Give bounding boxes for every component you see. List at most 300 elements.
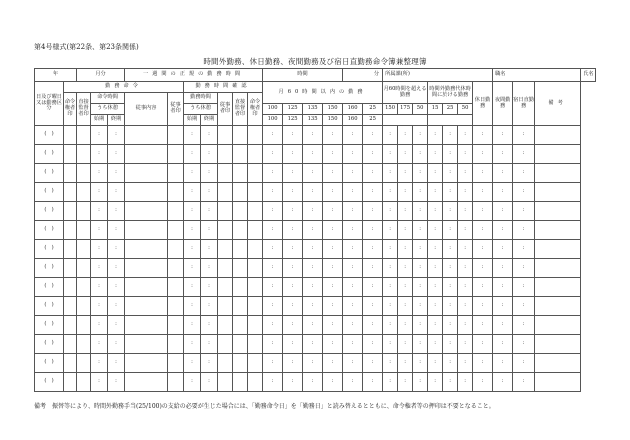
within-60-cell[interactable]: : — [343, 316, 363, 335]
over-60-cell[interactable]: : — [398, 221, 413, 240]
over-60-cell[interactable]: : — [413, 259, 428, 278]
over-60-cell[interactable]: : — [383, 354, 398, 373]
commander-seal-2-cell[interactable] — [248, 316, 263, 335]
substitute-cell[interactable]: : — [443, 354, 458, 373]
date-cell[interactable]: ( ) — [35, 221, 64, 240]
within-60-cell[interactable]: : — [283, 164, 303, 183]
substitute-cell[interactable]: : — [443, 240, 458, 259]
worker-seal-cell[interactable] — [168, 145, 184, 164]
commander-seal-cell[interactable] — [64, 278, 77, 297]
night-work-cell[interactable]: : — [493, 316, 513, 335]
within-60-cell[interactable]: : — [263, 202, 283, 221]
within-60-cell[interactable]: : — [343, 164, 363, 183]
within-60-cell[interactable]: : — [363, 354, 383, 373]
commander-seal-2-cell[interactable] — [248, 259, 263, 278]
over-60-cell[interactable]: : — [383, 373, 398, 392]
substitute-cell[interactable]: : — [458, 316, 473, 335]
within-60-cell[interactable]: : — [263, 126, 283, 145]
substitute-cell[interactable]: : — [443, 297, 458, 316]
over-60-cell[interactable]: : — [398, 145, 413, 164]
order-end-cell[interactable]: : — [108, 373, 125, 392]
over-60-cell[interactable]: : — [413, 278, 428, 297]
worker-seal-cell[interactable] — [168, 221, 184, 240]
work-end-cell[interactable]: : — [201, 183, 218, 202]
within-60-cell[interactable]: : — [303, 164, 323, 183]
commander-seal-cell[interactable] — [64, 354, 77, 373]
commander-seal-cell[interactable] — [64, 221, 77, 240]
work-end-cell[interactable]: : — [201, 240, 218, 259]
within-60-cell[interactable]: : — [323, 373, 343, 392]
within-60-cell[interactable]: : — [283, 373, 303, 392]
work-end-cell[interactable]: : — [201, 259, 218, 278]
order-end-cell[interactable]: : — [108, 297, 125, 316]
over-60-cell[interactable]: : — [383, 278, 398, 297]
duty-work-cell[interactable]: : — [513, 259, 535, 278]
substitute-cell[interactable]: : — [443, 183, 458, 202]
worker-seal-2-cell[interactable] — [218, 202, 233, 221]
holiday-work-cell[interactable]: : — [473, 373, 493, 392]
supervisor-seal-cell[interactable] — [77, 221, 91, 240]
remarks-cell[interactable] — [535, 278, 581, 297]
date-cell[interactable]: ( ) — [35, 145, 64, 164]
date-cell[interactable]: ( ) — [35, 354, 64, 373]
order-start-cell[interactable]: : — [91, 183, 108, 202]
order-end-cell[interactable]: : — [108, 164, 125, 183]
duty-work-cell[interactable]: : — [513, 335, 535, 354]
holiday-work-cell[interactable]: : — [473, 335, 493, 354]
within-60-cell[interactable]: : — [363, 297, 383, 316]
worker-seal-cell[interactable] — [168, 278, 184, 297]
commander-seal-cell[interactable] — [64, 145, 77, 164]
work-end-cell[interactable]: : — [201, 202, 218, 221]
night-work-cell[interactable]: : — [493, 297, 513, 316]
holiday-work-cell[interactable]: : — [473, 183, 493, 202]
work-end-cell[interactable]: : — [201, 278, 218, 297]
commander-seal-2-cell[interactable] — [248, 297, 263, 316]
date-cell[interactable]: ( ) — [35, 316, 64, 335]
within-60-cell[interactable]: : — [263, 297, 283, 316]
supervisor-seal-cell[interactable] — [77, 297, 91, 316]
substitute-cell[interactable]: : — [458, 373, 473, 392]
night-work-cell[interactable]: : — [493, 240, 513, 259]
within-60-cell[interactable]: : — [323, 297, 343, 316]
substitute-cell[interactable]: : — [443, 145, 458, 164]
work-content-cell[interactable] — [125, 164, 168, 183]
commander-seal-cell[interactable] — [64, 373, 77, 392]
worker-seal-2-cell[interactable] — [218, 316, 233, 335]
supervisor-seal-cell[interactable] — [77, 202, 91, 221]
within-60-cell[interactable]: : — [323, 202, 343, 221]
over-60-cell[interactable]: : — [413, 335, 428, 354]
work-start-cell[interactable]: : — [184, 221, 201, 240]
commander-seal-cell[interactable] — [64, 183, 77, 202]
commander-seal-2-cell[interactable] — [248, 126, 263, 145]
remarks-cell[interactable] — [535, 164, 581, 183]
night-work-cell[interactable]: : — [493, 373, 513, 392]
supervisor-seal-cell[interactable] — [77, 278, 91, 297]
order-start-cell[interactable]: : — [91, 373, 108, 392]
substitute-cell[interactable]: : — [458, 183, 473, 202]
work-start-cell[interactable]: : — [184, 240, 201, 259]
worker-seal-cell[interactable] — [168, 164, 184, 183]
holiday-work-cell[interactable]: : — [473, 354, 493, 373]
commander-seal-2-cell[interactable] — [248, 373, 263, 392]
commander-seal-cell[interactable] — [64, 126, 77, 145]
substitute-cell[interactable]: : — [458, 126, 473, 145]
holiday-work-cell[interactable]: : — [473, 278, 493, 297]
commander-seal-2-cell[interactable] — [248, 202, 263, 221]
night-work-cell[interactable]: : — [493, 126, 513, 145]
supervisor-seal-cell[interactable] — [77, 354, 91, 373]
over-60-cell[interactable]: : — [413, 145, 428, 164]
over-60-cell[interactable]: : — [413, 354, 428, 373]
worker-seal-cell[interactable] — [168, 240, 184, 259]
night-work-cell[interactable]: : — [493, 354, 513, 373]
holiday-work-cell[interactable]: : — [473, 145, 493, 164]
within-60-cell[interactable]: : — [343, 278, 363, 297]
worker-seal-cell[interactable] — [168, 183, 184, 202]
supervisor-seal-2-cell[interactable] — [233, 278, 248, 297]
substitute-cell[interactable]: : — [458, 278, 473, 297]
commander-seal-cell[interactable] — [64, 297, 77, 316]
over-60-cell[interactable]: : — [398, 278, 413, 297]
over-60-cell[interactable]: : — [413, 202, 428, 221]
within-60-cell[interactable]: : — [303, 145, 323, 164]
work-content-cell[interactable] — [125, 183, 168, 202]
work-end-cell[interactable]: : — [201, 221, 218, 240]
work-end-cell[interactable]: : — [201, 354, 218, 373]
within-60-cell[interactable]: : — [303, 354, 323, 373]
supervisor-seal-cell[interactable] — [77, 373, 91, 392]
within-60-cell[interactable]: : — [363, 164, 383, 183]
substitute-cell[interactable]: : — [428, 183, 443, 202]
within-60-cell[interactable]: : — [283, 240, 303, 259]
within-60-cell[interactable]: : — [263, 335, 283, 354]
substitute-cell[interactable]: : — [443, 335, 458, 354]
work-start-cell[interactable]: : — [184, 202, 201, 221]
supervisor-seal-2-cell[interactable] — [233, 373, 248, 392]
commander-seal-cell[interactable] — [64, 259, 77, 278]
work-end-cell[interactable]: : — [201, 335, 218, 354]
within-60-cell[interactable]: : — [363, 240, 383, 259]
over-60-cell[interactable]: : — [413, 240, 428, 259]
supervisor-seal-cell[interactable] — [77, 335, 91, 354]
worker-seal-2-cell[interactable] — [218, 278, 233, 297]
commander-seal-cell[interactable] — [64, 164, 77, 183]
supervisor-seal-2-cell[interactable] — [233, 202, 248, 221]
over-60-cell[interactable]: : — [413, 164, 428, 183]
supervisor-seal-2-cell[interactable] — [233, 259, 248, 278]
duty-work-cell[interactable]: : — [513, 164, 535, 183]
work-start-cell[interactable]: : — [184, 278, 201, 297]
remarks-cell[interactable] — [535, 183, 581, 202]
worker-seal-2-cell[interactable] — [218, 126, 233, 145]
worker-seal-cell[interactable] — [168, 259, 184, 278]
order-start-cell[interactable]: : — [91, 240, 108, 259]
work-content-cell[interactable] — [125, 278, 168, 297]
within-60-cell[interactable]: : — [343, 240, 363, 259]
remarks-cell[interactable] — [535, 145, 581, 164]
work-start-cell[interactable]: : — [184, 335, 201, 354]
order-end-cell[interactable]: : — [108, 354, 125, 373]
remarks-cell[interactable] — [535, 126, 581, 145]
work-start-cell[interactable]: : — [184, 145, 201, 164]
night-work-cell[interactable]: : — [493, 259, 513, 278]
substitute-cell[interactable]: : — [443, 316, 458, 335]
substitute-cell[interactable]: : — [428, 240, 443, 259]
over-60-cell[interactable]: : — [383, 145, 398, 164]
duty-work-cell[interactable]: : — [513, 145, 535, 164]
holiday-work-cell[interactable]: : — [473, 126, 493, 145]
within-60-cell[interactable]: : — [343, 145, 363, 164]
work-start-cell[interactable]: : — [184, 297, 201, 316]
night-work-cell[interactable]: : — [493, 221, 513, 240]
work-start-cell[interactable]: : — [184, 259, 201, 278]
work-end-cell[interactable]: : — [201, 126, 218, 145]
date-cell[interactable]: ( ) — [35, 164, 64, 183]
commander-seal-2-cell[interactable] — [248, 164, 263, 183]
commander-seal-cell[interactable] — [64, 240, 77, 259]
within-60-cell[interactable]: : — [363, 126, 383, 145]
commander-seal-2-cell[interactable] — [248, 221, 263, 240]
supervisor-seal-2-cell[interactable] — [233, 335, 248, 354]
work-start-cell[interactable]: : — [184, 126, 201, 145]
holiday-work-cell[interactable]: : — [473, 297, 493, 316]
work-start-cell[interactable]: : — [184, 183, 201, 202]
over-60-cell[interactable]: : — [413, 316, 428, 335]
substitute-cell[interactable]: : — [458, 221, 473, 240]
over-60-cell[interactable]: : — [398, 335, 413, 354]
substitute-cell[interactable]: : — [458, 297, 473, 316]
within-60-cell[interactable]: : — [283, 126, 303, 145]
supervisor-seal-cell[interactable] — [77, 316, 91, 335]
commander-seal-2-cell[interactable] — [248, 335, 263, 354]
over-60-cell[interactable]: : — [413, 183, 428, 202]
over-60-cell[interactable]: : — [398, 240, 413, 259]
within-60-cell[interactable]: : — [263, 354, 283, 373]
order-start-cell[interactable]: : — [91, 335, 108, 354]
over-60-cell[interactable]: : — [383, 297, 398, 316]
holiday-work-cell[interactable]: : — [473, 316, 493, 335]
within-60-cell[interactable]: : — [363, 183, 383, 202]
over-60-cell[interactable]: : — [398, 316, 413, 335]
duty-work-cell[interactable]: : — [513, 373, 535, 392]
substitute-cell[interactable]: : — [428, 373, 443, 392]
worker-seal-2-cell[interactable] — [218, 145, 233, 164]
order-start-cell[interactable]: : — [91, 278, 108, 297]
within-60-cell[interactable]: : — [283, 278, 303, 297]
within-60-cell[interactable]: : — [263, 221, 283, 240]
within-60-cell[interactable]: : — [343, 335, 363, 354]
duty-work-cell[interactable]: : — [513, 183, 535, 202]
order-end-cell[interactable]: : — [108, 126, 125, 145]
order-end-cell[interactable]: : — [108, 316, 125, 335]
substitute-cell[interactable]: : — [428, 278, 443, 297]
order-start-cell[interactable]: : — [91, 145, 108, 164]
duty-work-cell[interactable]: : — [513, 354, 535, 373]
work-content-cell[interactable] — [125, 126, 168, 145]
worker-seal-2-cell[interactable] — [218, 164, 233, 183]
worker-seal-2-cell[interactable] — [218, 297, 233, 316]
worker-seal-cell[interactable] — [168, 202, 184, 221]
substitute-cell[interactable]: : — [443, 164, 458, 183]
within-60-cell[interactable]: : — [343, 297, 363, 316]
within-60-cell[interactable]: : — [323, 316, 343, 335]
substitute-cell[interactable]: : — [458, 335, 473, 354]
supervisor-seal-2-cell[interactable] — [233, 164, 248, 183]
within-60-cell[interactable]: : — [263, 183, 283, 202]
within-60-cell[interactable]: : — [363, 145, 383, 164]
commander-seal-2-cell[interactable] — [248, 183, 263, 202]
remarks-cell[interactable] — [535, 240, 581, 259]
order-start-cell[interactable]: : — [91, 202, 108, 221]
commander-seal-2-cell[interactable] — [248, 278, 263, 297]
within-60-cell[interactable]: : — [343, 221, 363, 240]
within-60-cell[interactable]: : — [303, 278, 323, 297]
work-end-cell[interactable]: : — [201, 373, 218, 392]
order-start-cell[interactable]: : — [91, 297, 108, 316]
duty-work-cell[interactable]: : — [513, 278, 535, 297]
date-cell[interactable]: ( ) — [35, 278, 64, 297]
remarks-cell[interactable] — [535, 259, 581, 278]
substitute-cell[interactable]: : — [443, 278, 458, 297]
order-start-cell[interactable]: : — [91, 259, 108, 278]
night-work-cell[interactable]: : — [493, 145, 513, 164]
over-60-cell[interactable]: : — [413, 126, 428, 145]
worker-seal-2-cell[interactable] — [218, 240, 233, 259]
substitute-cell[interactable]: : — [428, 354, 443, 373]
within-60-cell[interactable]: : — [323, 354, 343, 373]
order-end-cell[interactable]: : — [108, 202, 125, 221]
within-60-cell[interactable]: : — [323, 259, 343, 278]
within-60-cell[interactable]: : — [283, 202, 303, 221]
substitute-cell[interactable]: : — [458, 240, 473, 259]
over-60-cell[interactable]: : — [383, 316, 398, 335]
date-cell[interactable]: ( ) — [35, 335, 64, 354]
commander-seal-2-cell[interactable] — [248, 240, 263, 259]
order-start-cell[interactable]: : — [91, 316, 108, 335]
order-start-cell[interactable]: : — [91, 354, 108, 373]
order-end-cell[interactable]: : — [108, 145, 125, 164]
within-60-cell[interactable]: : — [303, 183, 323, 202]
within-60-cell[interactable]: : — [363, 335, 383, 354]
within-60-cell[interactable]: : — [343, 259, 363, 278]
duty-work-cell[interactable]: : — [513, 126, 535, 145]
work-end-cell[interactable]: : — [201, 164, 218, 183]
remarks-cell[interactable] — [535, 335, 581, 354]
over-60-cell[interactable]: : — [413, 221, 428, 240]
order-start-cell[interactable]: : — [91, 221, 108, 240]
night-work-cell[interactable]: : — [493, 202, 513, 221]
worker-seal-2-cell[interactable] — [218, 354, 233, 373]
worker-seal-2-cell[interactable] — [218, 221, 233, 240]
substitute-cell[interactable]: : — [443, 126, 458, 145]
night-work-cell[interactable]: : — [493, 164, 513, 183]
duty-work-cell[interactable]: : — [513, 202, 535, 221]
within-60-cell[interactable]: : — [323, 221, 343, 240]
over-60-cell[interactable]: : — [383, 183, 398, 202]
commander-seal-cell[interactable] — [64, 335, 77, 354]
work-start-cell[interactable]: : — [184, 373, 201, 392]
date-cell[interactable]: ( ) — [35, 126, 64, 145]
remarks-cell[interactable] — [535, 316, 581, 335]
within-60-cell[interactable]: : — [263, 278, 283, 297]
work-content-cell[interactable] — [125, 240, 168, 259]
substitute-cell[interactable]: : — [458, 164, 473, 183]
within-60-cell[interactable]: : — [323, 126, 343, 145]
supervisor-seal-2-cell[interactable] — [233, 183, 248, 202]
over-60-cell[interactable]: : — [413, 297, 428, 316]
work-content-cell[interactable] — [125, 297, 168, 316]
holiday-work-cell[interactable]: : — [473, 202, 493, 221]
supervisor-seal-cell[interactable] — [77, 259, 91, 278]
within-60-cell[interactable]: : — [263, 164, 283, 183]
supervisor-seal-2-cell[interactable] — [233, 126, 248, 145]
within-60-cell[interactable]: : — [283, 297, 303, 316]
over-60-cell[interactable]: : — [398, 202, 413, 221]
within-60-cell[interactable]: : — [303, 202, 323, 221]
over-60-cell[interactable]: : — [398, 164, 413, 183]
night-work-cell[interactable]: : — [493, 183, 513, 202]
work-end-cell[interactable]: : — [201, 297, 218, 316]
within-60-cell[interactable]: : — [263, 145, 283, 164]
within-60-cell[interactable]: : — [283, 354, 303, 373]
over-60-cell[interactable]: : — [398, 354, 413, 373]
substitute-cell[interactable]: : — [428, 316, 443, 335]
within-60-cell[interactable]: : — [343, 183, 363, 202]
supervisor-seal-cell[interactable] — [77, 126, 91, 145]
within-60-cell[interactable]: : — [283, 221, 303, 240]
within-60-cell[interactable]: : — [323, 183, 343, 202]
remarks-cell[interactable] — [535, 297, 581, 316]
substitute-cell[interactable]: : — [443, 373, 458, 392]
remarks-cell[interactable] — [535, 202, 581, 221]
night-work-cell[interactable]: : — [493, 335, 513, 354]
remarks-cell[interactable] — [535, 354, 581, 373]
substitute-cell[interactable]: : — [428, 202, 443, 221]
within-60-cell[interactable]: : — [303, 316, 323, 335]
within-60-cell[interactable]: : — [343, 126, 363, 145]
work-content-cell[interactable] — [125, 202, 168, 221]
worker-seal-2-cell[interactable] — [218, 373, 233, 392]
duty-work-cell[interactable]: : — [513, 221, 535, 240]
over-60-cell[interactable]: : — [383, 202, 398, 221]
within-60-cell[interactable]: : — [303, 335, 323, 354]
supervisor-seal-2-cell[interactable] — [233, 316, 248, 335]
within-60-cell[interactable]: : — [323, 164, 343, 183]
over-60-cell[interactable]: : — [383, 240, 398, 259]
over-60-cell[interactable]: : — [398, 183, 413, 202]
commander-seal-cell[interactable] — [64, 202, 77, 221]
duty-work-cell[interactable]: : — [513, 240, 535, 259]
within-60-cell[interactable]: : — [283, 335, 303, 354]
supervisor-seal-2-cell[interactable] — [233, 221, 248, 240]
within-60-cell[interactable]: : — [343, 354, 363, 373]
work-start-cell[interactable]: : — [184, 316, 201, 335]
within-60-cell[interactable]: : — [263, 373, 283, 392]
within-60-cell[interactable]: : — [363, 259, 383, 278]
supervisor-seal-2-cell[interactable] — [233, 297, 248, 316]
order-end-cell[interactable]: : — [108, 278, 125, 297]
within-60-cell[interactable]: : — [283, 316, 303, 335]
work-content-cell[interactable] — [125, 145, 168, 164]
work-start-cell[interactable]: : — [184, 354, 201, 373]
over-60-cell[interactable]: : — [383, 164, 398, 183]
duty-work-cell[interactable]: : — [513, 316, 535, 335]
holiday-work-cell[interactable]: : — [473, 221, 493, 240]
substitute-cell[interactable]: : — [428, 145, 443, 164]
substitute-cell[interactable]: : — [428, 126, 443, 145]
